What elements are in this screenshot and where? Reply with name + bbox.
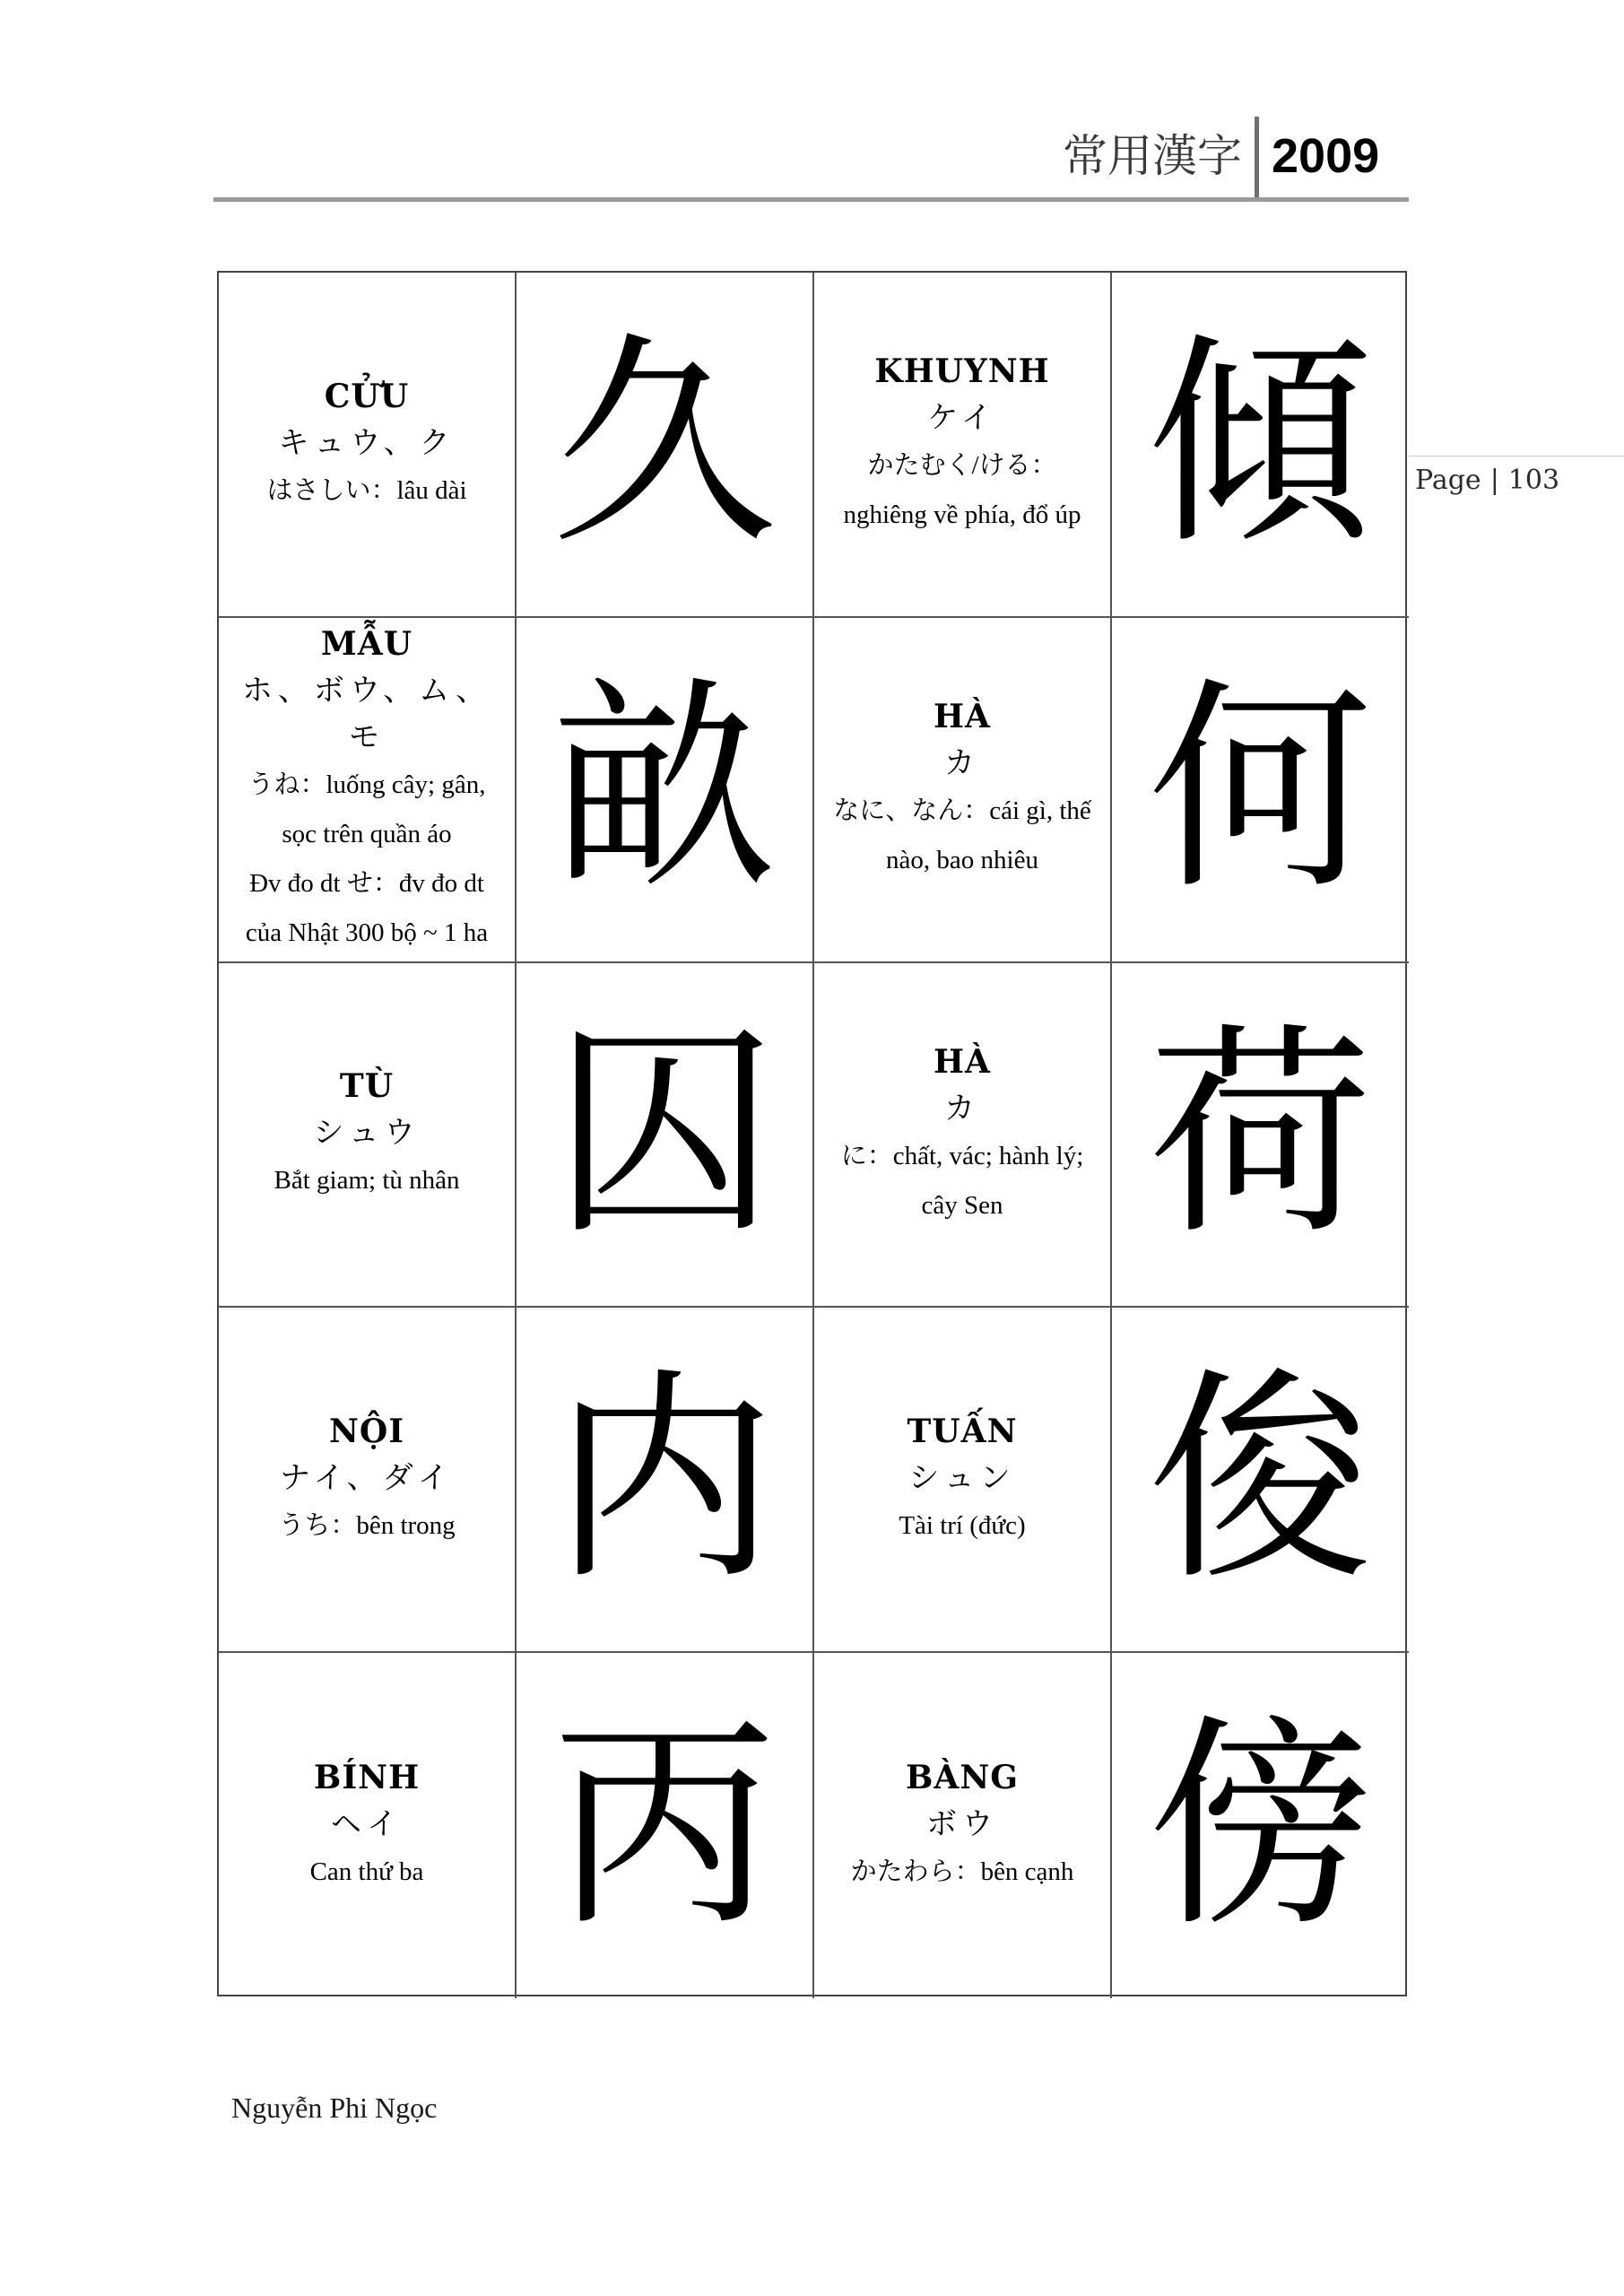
kanji-cell xyxy=(517,963,814,1309)
sino-vietnamese-reading: BÀNG xyxy=(905,1759,1019,1797)
kanji-character: 丙 xyxy=(552,1694,777,1956)
page-separator: | xyxy=(1489,465,1499,496)
kanji-cell xyxy=(1112,273,1409,618)
kanji-character: 久 xyxy=(552,313,777,575)
meaning-line: nào, bao nhiêu xyxy=(886,846,1038,875)
meaning-line: Bắt giam; tù nhân xyxy=(274,1166,460,1196)
kanji-cell xyxy=(1112,963,1409,1309)
meaning-line: うね：luống cây; gân, xyxy=(248,770,486,800)
kanji-info-cell xyxy=(814,273,1112,618)
onyomi-reading: シュウ xyxy=(313,1115,421,1152)
onyomi-reading: ケイ xyxy=(927,400,997,437)
sino-vietnamese-reading: MẪU xyxy=(320,625,413,664)
sino-vietnamese-reading: TÙ xyxy=(339,1067,395,1106)
page-header xyxy=(213,117,1409,202)
page-number-rule xyxy=(1409,456,1624,457)
kanji-cell xyxy=(517,618,814,963)
kanji-info-cell xyxy=(219,1653,517,1998)
sino-vietnamese-reading: KHUYNH xyxy=(874,352,1050,391)
header-title: 常用漢字 xyxy=(1063,130,1242,182)
kanji-character: 傾 xyxy=(1148,313,1373,575)
kanji-cell xyxy=(1112,1653,1409,1998)
page-number-value: 103 xyxy=(1507,465,1560,496)
header-rule xyxy=(213,197,1409,202)
meaning-line: Can thứ ba xyxy=(309,1857,424,1887)
header-separator xyxy=(1255,117,1259,202)
meaning-line: cây Sen xyxy=(921,1190,1003,1220)
author-name: Nguyễn Phi Ngọc xyxy=(231,2092,438,2124)
kanji-character: 囚 xyxy=(552,1003,777,1265)
kanji-character: 俊 xyxy=(1148,1348,1373,1610)
meaning-line: Đv đo dt せ：đv đo dt xyxy=(249,869,484,899)
page-number xyxy=(1415,462,1559,500)
sino-vietnamese-reading: NỘI xyxy=(328,1413,405,1451)
header-year: 2009 xyxy=(1272,129,1380,183)
kanji-character: 荷 xyxy=(1148,1003,1373,1265)
kanji-cell xyxy=(1112,1308,1409,1653)
kanji-info-cell xyxy=(219,618,517,963)
sino-vietnamese-reading: BÍNH xyxy=(313,1759,421,1797)
page-label: Page xyxy=(1415,465,1481,496)
kanji-character: 畝 xyxy=(552,658,777,920)
onyomi-reading: シュン xyxy=(908,1460,1016,1497)
meaning-line: かたわら：bên cạnh xyxy=(850,1857,1074,1887)
sino-vietnamese-reading: TUẤN xyxy=(907,1413,1018,1451)
onyomi-reading: ヘイ xyxy=(331,1806,403,1843)
kanji-info-cell xyxy=(814,618,1112,963)
kanji-cell xyxy=(517,1308,814,1653)
kanji-character: 内 xyxy=(552,1348,777,1610)
sino-vietnamese-reading: HÀ xyxy=(934,698,991,736)
sino-vietnamese-reading: HÀ xyxy=(934,1042,991,1081)
kanji-cell xyxy=(1112,618,1409,963)
kanji-cell xyxy=(517,1653,814,1998)
kanji-info-cell xyxy=(219,1308,517,1653)
meaning-line: Tài trí (đức) xyxy=(899,1511,1026,1541)
meaning-line: うち：bên trong xyxy=(278,1511,456,1541)
onyomi-reading: キュウ、ク xyxy=(278,424,456,461)
kanji-cell xyxy=(517,273,814,618)
meaning-line: かたむく/ける： xyxy=(867,451,1057,481)
kanji-info-cell xyxy=(814,1308,1112,1653)
meaning-line: はさしい：lâu dài xyxy=(266,475,467,505)
kanji-table xyxy=(217,271,1407,1996)
kanji-character: 何 xyxy=(1148,658,1373,920)
kanji-info-cell xyxy=(219,273,517,618)
kanji-info-cell xyxy=(219,963,517,1309)
onyomi-reading: ナイ、ダイ xyxy=(280,1460,454,1497)
onyomi-reading: カ xyxy=(944,745,980,782)
kanji-info-cell xyxy=(814,963,1112,1309)
kanji-info-cell xyxy=(814,1653,1112,1998)
meaning-line: nghiêng về phía, đổ úp xyxy=(843,500,1081,530)
onyomi-reading: カ xyxy=(944,1090,980,1126)
meaning-line: của Nhật 300 bộ ~ 1 ha xyxy=(245,918,489,948)
onyomi-reading: ボウ xyxy=(926,1806,998,1843)
meaning-line: sọc trên quần áo xyxy=(282,820,452,849)
meaning-line: なに、なん：cái gì, thế xyxy=(833,796,1091,826)
meaning-line: に：chất, vác; hành lý; xyxy=(840,1141,1084,1170)
kanji-character: 傍 xyxy=(1148,1694,1373,1956)
onyomi-reading: ホ、ボウ、ム、モ xyxy=(241,673,492,756)
sino-vietnamese-reading: CỬU xyxy=(324,377,410,415)
